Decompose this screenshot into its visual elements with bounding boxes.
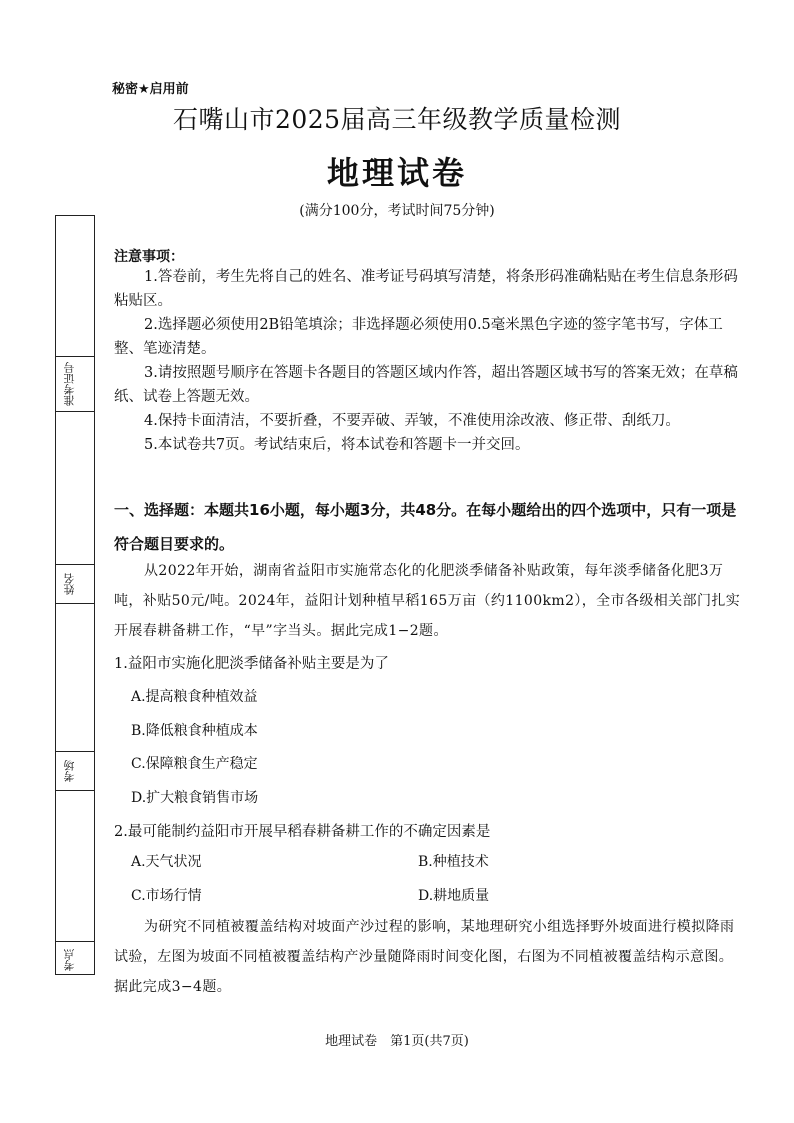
page-footer: 地理试卷 第1页(共7页): [325, 1034, 469, 1049]
question-2-option-b: B.种植技术: [418, 854, 489, 870]
question-intro-3-4: 为研究不同植被覆盖结构对坡面产沙过程的影响，某地理研究小组选择野外坡面进行模拟降雨试验，左图为坡面不同植被覆盖结构产沙量随降雨时间变化图，右图为不同植被覆盖结构示意图。据此完成3−4题。: [114, 919, 735, 995]
strip-label-exam-room: 考场: [63, 760, 76, 782]
strip-divider: [56, 603, 94, 604]
strip-divider: [56, 941, 94, 942]
question-2-option-c: C.市场行情: [131, 888, 202, 904]
confidential-label: 秘密★启用前: [112, 82, 189, 97]
score-time-info: (满分100分，考试时间75分钟): [299, 203, 495, 219]
binding-strip: [55, 215, 95, 975]
question-2-option-a: A.天气状况: [131, 854, 202, 870]
note-item: 3.请按照题号顺序在答题卡各题目的答题区域内作答，超出答题区域书写的答案无效；在草稿纸、试卷上答题无效。: [114, 365, 738, 405]
strip-divider: [56, 790, 94, 791]
strip-divider: [56, 751, 94, 752]
strip-divider: [56, 356, 94, 357]
note-item: 5.本试卷共7页。考试结束后，将本试卷和答题卡一并交回。: [144, 437, 530, 453]
note-item: 1.答卷前，考生先将自己的姓名、准考证号码填写清楚，将条形码准确粘贴在考生信息条形码粘贴区。: [114, 269, 738, 309]
question-2-stem: 2.最可能制约益阳市开展早稻春耕备耕工作的不确定因素是: [114, 824, 491, 840]
question-2-option-d: D.耕地质量: [418, 888, 490, 904]
note-item: 2.选择题必须使用2B铅笔填涂；非选择题必须使用0.5毫米黑色字迹的签字笔书写，字体工整、笔迹清楚。: [114, 317, 723, 357]
notes-heading: 注意事项：: [114, 249, 184, 265]
strip-label-admission-number: 准考证号: [63, 362, 76, 406]
subject-title: 地理试卷: [326, 154, 467, 192]
question-1-option-a: A.提高粮食种植效益: [131, 689, 258, 705]
exam-title: 石嘴山市2025届高三年级教学质量检测: [172, 105, 622, 134]
strip-label-exam-site: 考点: [63, 949, 76, 971]
strip-divider: [56, 564, 94, 565]
question-1-option-d: D.扩大粮食销售市场: [131, 790, 259, 806]
question-intro-1-2: 从2022年开始，湖南省益阳市实施常态化的化肥淡季储备补贴政策，每年淡季储备化肥3万吨，补贴50元/吨。2024年，益阳计划种植早稻165万亩（约1100km2），全市各级相关部门扎实开展春耕备耕工作，“早”字当头。据此完成1−2题。: [114, 563, 741, 639]
question-1-option-b: B.降低粮食种植成本: [131, 723, 258, 739]
question-1-option-c: C.保障粮食生产稳定: [131, 756, 258, 772]
strip-label-name: 姓名: [63, 573, 76, 595]
question-1-stem: 1.益阳市实施化肥淡季储备补贴主要是为了: [114, 656, 389, 672]
section-heading: 一、选择题：本题共16小题，每小题3分，共48分。在每小题给出的四个选项中，只有一项是符合题目要求的。: [114, 501, 737, 553]
note-item: 4.保持卡面清洁，不要折叠，不要弄破、弄皱，不准使用涂改液、修正带、刮纸刀。: [144, 413, 680, 429]
strip-divider: [56, 411, 94, 412]
notes-list: [114, 265, 744, 457]
